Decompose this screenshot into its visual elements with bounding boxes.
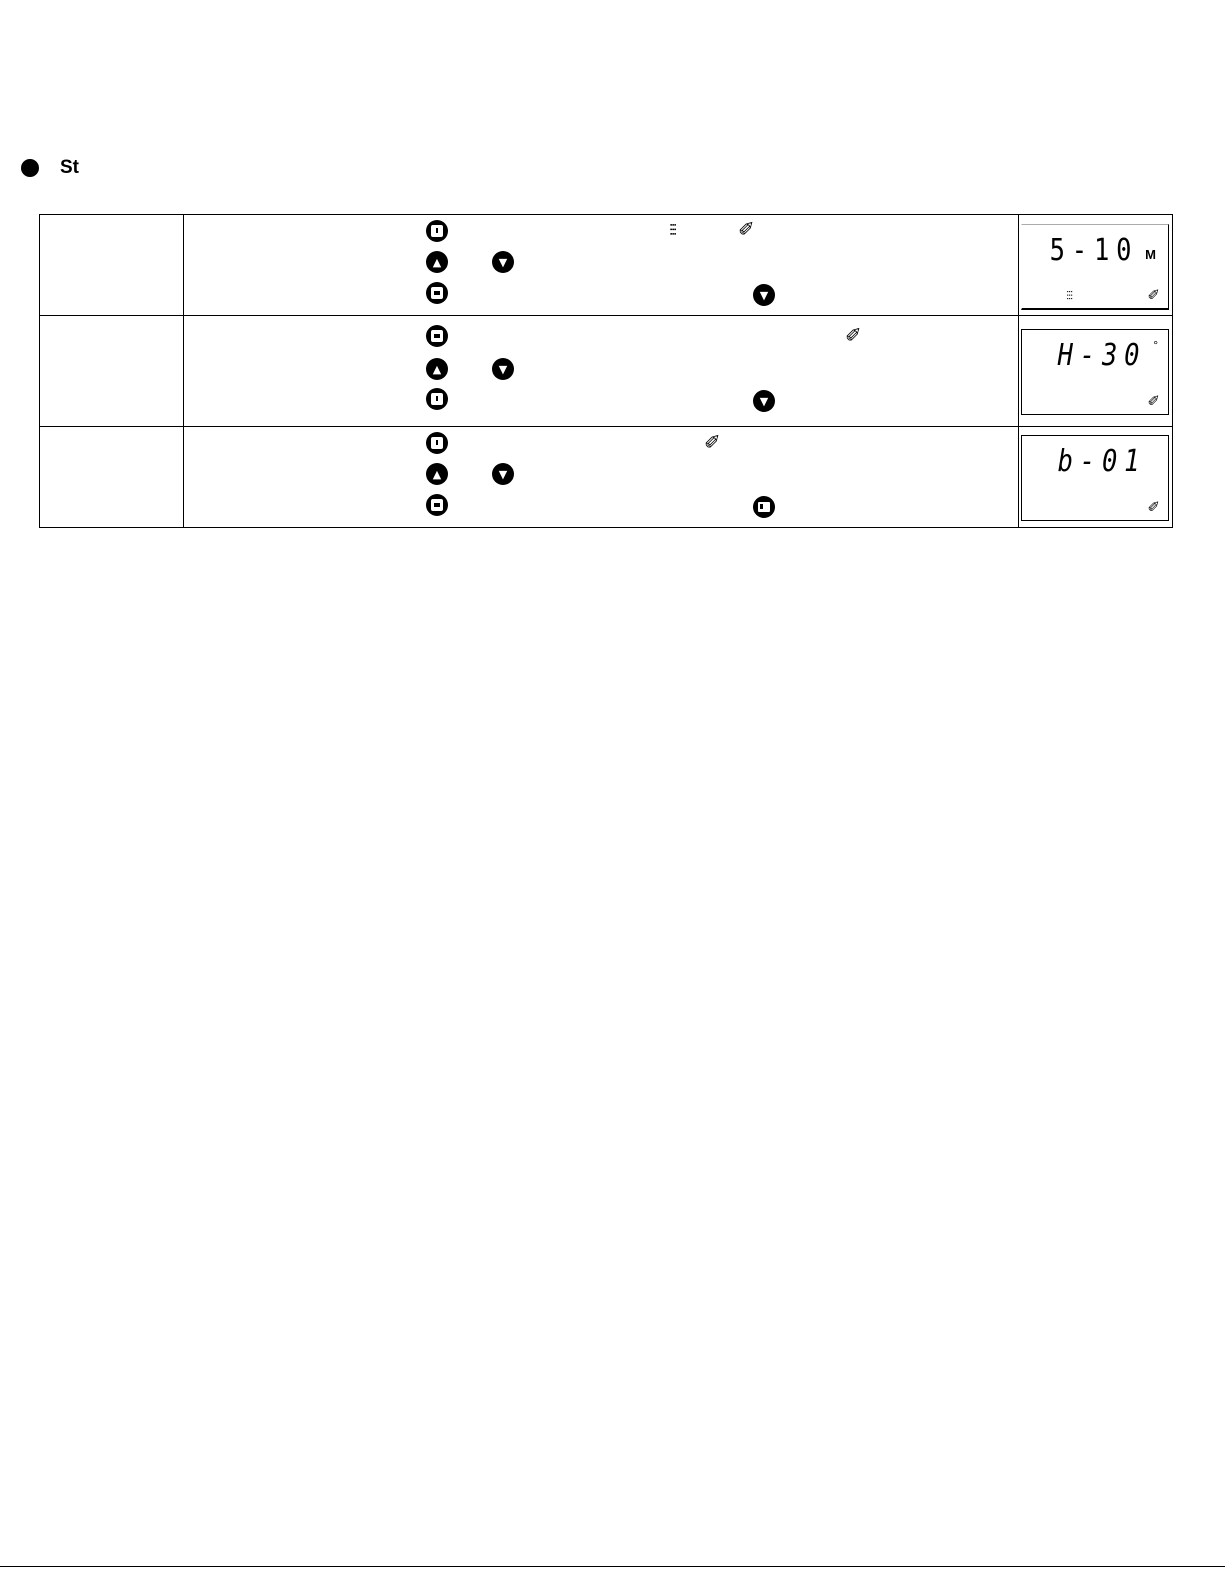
set-key-icon xyxy=(426,220,448,242)
set-key-icon xyxy=(426,432,448,454)
lcd-display xyxy=(1021,329,1169,415)
nozzle-icon: ✐ xyxy=(1147,392,1160,410)
display-cell xyxy=(1019,427,1173,528)
set-key-icon xyxy=(426,388,448,410)
nozzle-icon: ✐ xyxy=(845,323,862,347)
up-key-icon: ▲ xyxy=(426,463,448,485)
instruction-cell xyxy=(184,316,1019,427)
set-key-icon xyxy=(426,282,448,304)
down-key-icon: ▼ xyxy=(492,358,514,380)
down-key-icon: ▼ xyxy=(492,463,514,485)
nozzle-icon: ✐ xyxy=(1147,498,1160,516)
heater-icon: ⫶⫶⫶ xyxy=(1066,289,1073,303)
down-key-icon: ▼ xyxy=(492,251,514,273)
up-key-icon: ▲ xyxy=(426,358,448,380)
settings-table xyxy=(39,214,1173,528)
nozzle-icon: ✐ xyxy=(738,217,755,241)
down-key-icon: ▼ xyxy=(753,284,775,306)
lcd-readout: H-30 xyxy=(1057,338,1146,373)
row-label xyxy=(40,427,184,528)
lcd-readout: b-01 xyxy=(1057,444,1146,479)
down-key-icon: ▼ xyxy=(753,390,775,412)
instruction-cell xyxy=(184,427,1019,528)
lcd-readout: 5-10 xyxy=(1049,233,1138,268)
table-row xyxy=(40,427,1173,528)
set-key-icon xyxy=(426,494,448,516)
up-key-icon: ▲ xyxy=(426,251,448,273)
seat-key-icon xyxy=(753,496,775,518)
nozzle-icon: ✐ xyxy=(1147,286,1160,304)
table-row xyxy=(40,316,1173,427)
section-title: St xyxy=(60,157,79,178)
row-label xyxy=(40,215,184,316)
display-cell xyxy=(1019,316,1173,427)
page-bottom-rule xyxy=(0,1566,1225,1567)
lcd-unit: ° xyxy=(1153,338,1158,352)
instruction-cell xyxy=(184,215,1019,316)
heater-icon: ⫶⫶⫶ xyxy=(669,221,676,240)
bullet-icon xyxy=(21,159,39,177)
table-row xyxy=(40,215,1173,316)
nozzle-icon: ✐ xyxy=(704,430,721,454)
lcd-display xyxy=(1021,224,1169,310)
set-key-icon xyxy=(426,325,448,347)
row-label xyxy=(40,316,184,427)
lcd-display xyxy=(1021,435,1169,521)
lcd-unit: M xyxy=(1145,247,1156,262)
display-cell xyxy=(1019,215,1173,316)
